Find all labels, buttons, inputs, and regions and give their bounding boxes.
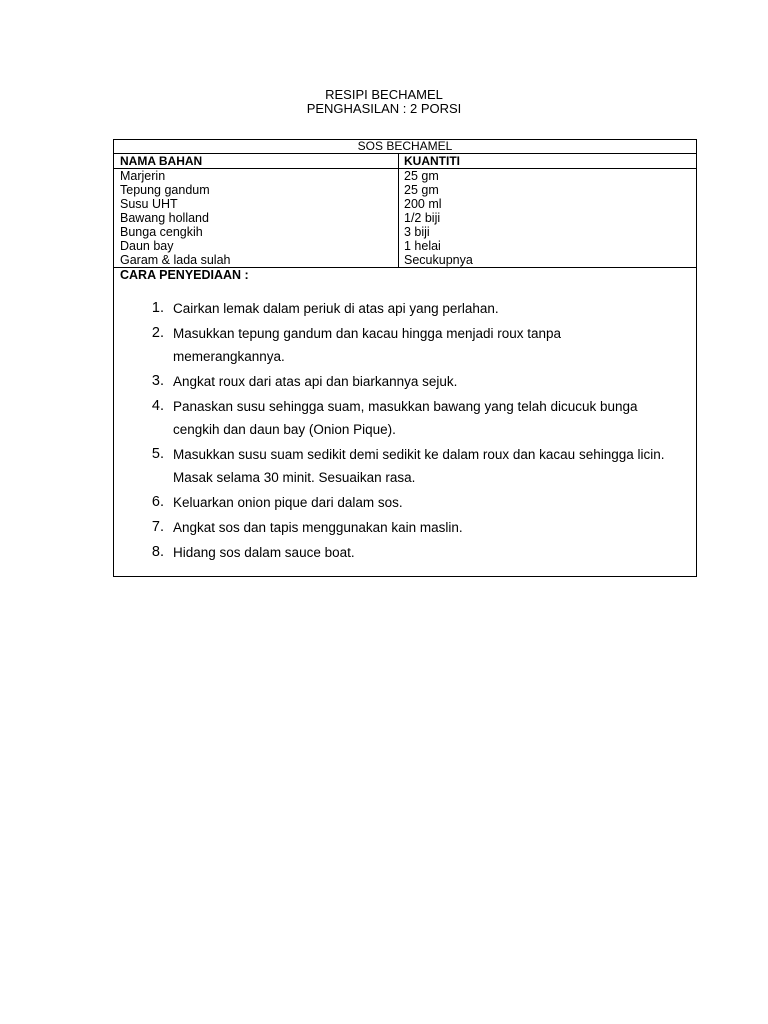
step-text: memerangkannya.	[173, 349, 285, 364]
step-number: 2.	[151, 325, 164, 341]
step-text: Cairkan lemak dalam periuk di atas api yang perlahan.	[173, 301, 499, 316]
method-steps	[120, 297, 696, 564]
method-step	[120, 370, 696, 393]
quantity-column-header: KUANTITI	[404, 154, 460, 168]
step-text: Masukkan susu suam sedikit demi sedikit ke dalam roux dan kacau sehingga licin.	[173, 447, 665, 462]
ingredient-quantity: 200 ml	[404, 197, 442, 211]
step-number: 3.	[151, 373, 164, 389]
method-step	[120, 541, 696, 564]
ingredient-name: Susu UHT	[120, 197, 178, 211]
method-step	[120, 443, 696, 489]
ingredient-name: Tepung gandum	[120, 183, 210, 197]
method-step	[120, 322, 696, 368]
ingredient-names	[114, 169, 399, 267]
step-text: Angkat roux dari atas api dan biarkannya sejuk.	[173, 374, 458, 389]
ingredient-name: Garam & lada sulah	[120, 253, 231, 267]
document-header	[0, 88, 768, 116]
recipe-title: RESIPI BECHAMEL	[325, 87, 443, 102]
method-heading: CARA PENYEDIAAN :	[120, 268, 249, 282]
step-number: 7.	[151, 519, 164, 535]
method-step	[120, 395, 696, 441]
ingredient-quantities	[399, 169, 696, 267]
method-step	[120, 297, 696, 320]
step-text: Masak selama 30 minit. Sesuaikan rasa.	[173, 470, 416, 485]
step-text: Angkat sos dan tapis menggunakan kain maslin.	[173, 520, 463, 535]
step-text: cengkih dan daun bay (Onion Pique).	[173, 422, 396, 437]
step-number: 8.	[151, 544, 164, 560]
ingredient-name: Daun bay	[120, 239, 174, 253]
step-number: 6.	[151, 494, 164, 510]
ingredients-list	[114, 169, 696, 268]
method-section	[114, 268, 696, 564]
step-number: 4.	[151, 398, 164, 414]
step-number: 5.	[151, 446, 164, 462]
ingredient-quantity: 25 gm	[404, 169, 439, 183]
ingredient-name: Bunga cengkih	[120, 225, 203, 239]
recipe-yield: PENGHASILAN : 2 PORSI	[306, 101, 462, 116]
ingredient-name: Bawang holland	[120, 211, 209, 225]
step-text: Panaskan susu sehingga suam, masukkan bawang yang telah dicucuk bunga	[173, 399, 638, 414]
ingredient-name: Marjerin	[120, 169, 166, 183]
table-header-row	[114, 154, 696, 169]
recipe-table	[113, 139, 697, 577]
step-number: 1.	[151, 300, 164, 316]
step-text: Masukkan tepung gandum dan kacau hingga menjadi roux tanpa	[173, 326, 562, 341]
ingredient-quantity: Secukupnya	[404, 253, 473, 267]
ingredient-quantity: 3 biji	[404, 225, 430, 239]
ingredient-quantity: 1 helai	[404, 239, 441, 253]
step-text: Hidang sos dalam sauce boat.	[173, 545, 355, 560]
sauce-title: SOS BECHAMEL	[114, 140, 696, 154]
ingredient-quantity: 1/2 biji	[404, 211, 441, 225]
ingredient-quantity: 25 gm	[404, 183, 439, 197]
step-text: Keluarkan onion pique dari dalam sos.	[173, 495, 403, 510]
ingredient-column-header: NAMA BAHAN	[114, 154, 399, 168]
method-step	[120, 516, 696, 539]
method-step	[120, 491, 696, 514]
